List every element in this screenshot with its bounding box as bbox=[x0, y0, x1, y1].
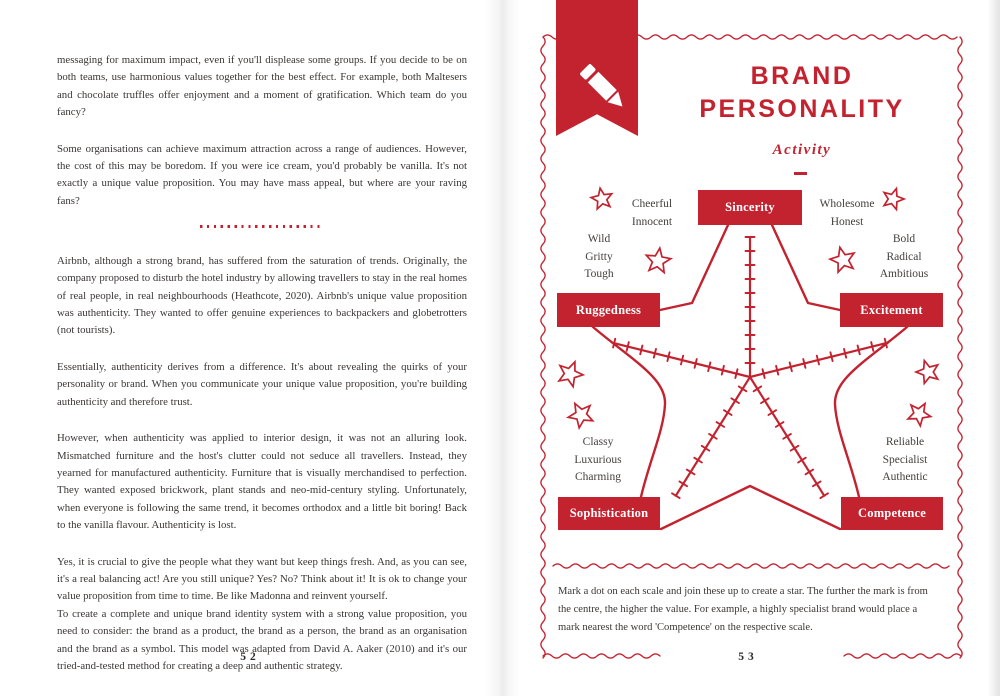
body-paragraph: However, when authenticity was applied to interior design, it was not an alluring look. Mismatched furniture and the host's clutter could not seduce all travellers. Instead, they yearned for manufactured authenticity. Furniture that is visually merchandised to perfection. They wanted exposed brickwork, plant stands and neo-mid-century styling. Unfortunately, when everyone is following the same trend, it becomes orthodox and a little bit boring! Back to the vanilla flavour. Authenticity is lost. bbox=[57, 432, 467, 532]
dimension-box-sincerity: Sincerity bbox=[698, 190, 802, 225]
body-paragraph: Some organisations can achieve maximum attraction across a range of audiences. However, the cost of this may be boredom. If you were ice cream, you'd probably be vanilla. It's not exactly a unique value proposition. You may have mass appeal, but where are your raving fans? bbox=[57, 142, 467, 207]
dimension-box-excitement: Excitement bbox=[840, 293, 943, 327]
scale-tick bbox=[681, 356, 683, 365]
trait-label: Authentic bbox=[882, 471, 928, 483]
scale-tick bbox=[667, 352, 669, 361]
scale-tick bbox=[762, 369, 764, 378]
trait-group-ruggedness bbox=[544, 231, 654, 284]
trait-label: Ambitious bbox=[879, 268, 929, 280]
scale-tick bbox=[790, 362, 792, 371]
decorative-star-icon bbox=[568, 404, 593, 428]
trait-label: Luxurious bbox=[574, 453, 622, 466]
body-paragraph: Airbnb, although a strong brand, has suffered from the saturation of trends. Originally, the company proposed to disturb the hotel industry by allowing travellers to stay in the real homes of real people, in real neighbourhoods (Heathcote, 2020). Airbnb's unique value proposition was authenticity. They wanted to offer genuine experiences to backpackers and globetrotters (not tourists). bbox=[57, 254, 467, 337]
trait-label: Cheerful bbox=[631, 198, 673, 210]
page-number-right: 53 bbox=[738, 651, 758, 663]
decorative-star-icon bbox=[908, 404, 931, 426]
trait-group-excitement bbox=[849, 231, 959, 284]
body-paragraph: To create a complete and unique brand identity system with a strong value proposition, you need to consider: the brand as a product, the brand as a person, the brand as an organisation and the brand as a symbol. This model was adapted from David A. Aaker (2010) and it's our tried-and-tested method for creating a deep and authentic strategy. bbox=[57, 607, 467, 672]
trait-label: Honest bbox=[830, 215, 864, 228]
subtitle-dash bbox=[794, 172, 807, 175]
border-wave-right bbox=[958, 37, 962, 658]
decorative-star-icon bbox=[559, 362, 583, 387]
dimension-box-sophistication: Sophistication bbox=[558, 497, 660, 530]
trait-group-sincerity-left bbox=[597, 196, 707, 231]
activity-instructions: Mark a dot on each scale and join these up to create a star. The further the mark is from the centre, the higher the value. For example, a highly specialist brand would place a mark nearest the word 'Competence' on the respective scale. bbox=[558, 586, 928, 633]
scale-tick bbox=[858, 346, 860, 355]
scale-tick bbox=[722, 366, 724, 375]
trait-group-sophistication bbox=[543, 434, 653, 487]
body-paragraph: Essentially, authenticity derives from a difference. It's about revealing the quirks of your personality or brand. When you communicate your unique value proposition, you're building authenticity and therefore trust. bbox=[57, 360, 467, 408]
trait-label: Specialist bbox=[882, 453, 928, 466]
trait-label: Tough bbox=[584, 268, 614, 280]
dimension-box-ruggedness: Ruggedness bbox=[557, 293, 660, 327]
scale-tick bbox=[803, 359, 805, 368]
body-paragraph: Yes, it is crucial to give the people what they want but keep things fresh. And, as you can see, it's a real balancing act! Are you still unique? Yes? No? Think about it! It is ok to change your value proposition from time to time. Be like Madonna and reinvent yourself. bbox=[57, 555, 467, 603]
scale-tick bbox=[844, 349, 846, 358]
trait-label: Charming bbox=[575, 471, 621, 483]
page-number-left: 52 bbox=[240, 651, 260, 663]
scale-tick bbox=[695, 359, 697, 368]
dimension-box-competence: Competence bbox=[841, 497, 943, 530]
scale-tick bbox=[627, 342, 629, 351]
trait-label: Bold bbox=[892, 233, 916, 245]
activity-subtitle: Activity bbox=[772, 142, 832, 158]
trait-group-sincerity-right bbox=[792, 196, 902, 231]
border-wave-bottom-right bbox=[844, 654, 961, 658]
trait-label: Reliable bbox=[885, 436, 925, 448]
scale-tick bbox=[776, 366, 778, 375]
scale-tick bbox=[830, 352, 832, 361]
body-paragraph: messaging for maximum impact, even if you'll displease some groups. If you decide to be on both teams, use harmonious values together for the best effect. For example, both Maltesers and chocolate truffles offer enjoyment and a moment of gratification. Which team do you fancy? bbox=[57, 54, 467, 119]
trait-label: Wild bbox=[587, 233, 611, 245]
trait-label: Radical bbox=[886, 250, 922, 263]
title-line-2: PERSONALITY bbox=[699, 95, 905, 123]
scale-tick bbox=[654, 349, 656, 358]
scale-tick bbox=[817, 356, 819, 365]
scale-tick bbox=[640, 346, 642, 355]
trait-label: Innocent bbox=[631, 215, 673, 228]
border-wave-left bbox=[541, 37, 545, 658]
border-wave-bottom-left bbox=[543, 654, 660, 658]
divider-wave bbox=[553, 564, 949, 568]
trait-label: Wholesome bbox=[819, 198, 875, 210]
trait-label: Classy bbox=[582, 436, 614, 448]
trait-label: Gritty bbox=[585, 250, 613, 263]
page-title bbox=[637, 60, 967, 126]
scale-tick bbox=[708, 362, 710, 371]
decorative-star-icon bbox=[916, 361, 938, 384]
title-line-1: BRAND bbox=[750, 62, 854, 90]
scale-tick bbox=[871, 342, 873, 351]
scale-tick bbox=[735, 369, 737, 378]
trait-group-competence bbox=[850, 434, 960, 487]
